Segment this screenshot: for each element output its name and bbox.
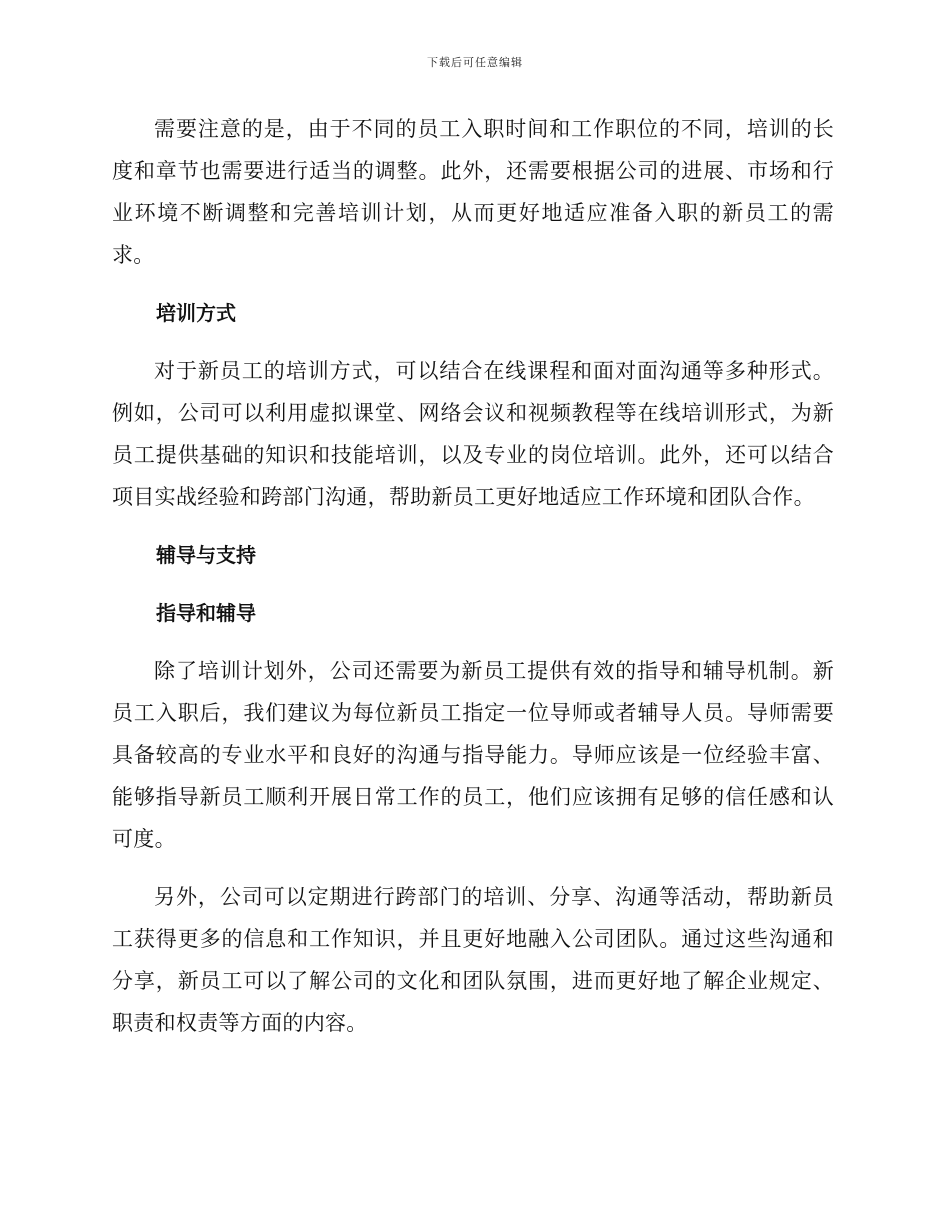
heading-training-methods: 培训方式 [156,301,236,325]
heading-coaching-support: 辅导与支持 [156,543,256,567]
page-header: 下载后可任意编辑 [427,56,523,69]
paragraph-cross-department: 另外，公司可以定期进行跨部门的培训、分享、沟通等活动，帮助新员工获得更多的信息和工作知识，并且更好地融入公司团队。通过这些沟通和分享，新员工可以了解公司的文化和团队氛围，进而更好地了解企业规定、职责和权责等方面的内容。 [112,885,834,1035]
paragraph-training-methods: 对于新员工的培训方式，可以结合在线课程和面对面沟通等多种形式。例如，公司可以利用虚拟课堂、网络会议和视频教程等在线培训形式，为新员工提供基础的知识和技能培训，以及专业的岗位培训。此外，还可以结合项目实战经验和跨部门沟通，帮助新员工更好地适应工作环境和团队合作。 [112,359,834,509]
heading-guidance-coaching: 指导和辅导 [156,601,256,625]
document-body [112,108,834,1060]
paragraph-training-adjustment: 需要注意的是，由于不同的员工入职时间和工作职位的不同，培训的长度和章节也需要进行适当的调整。此外，还需要根据公司的进展、市场和行业环境不断调整和完善培训计划，从而更好地适应准备入职的新员工的需求。 [112,117,834,267]
paragraph-mentor-mechanism: 除了培训计划外，公司还需要为新员工提供有效的指导和辅导机制。新员工入职后，我们建议为每位新员工指定一位导师或者辅导人员。导师需要具备较高的专业水平和良好的沟通与指导能力。导师应该是一位经验丰富、能够指导新员工顺利开展日常工作的员工，他们应该拥有足够的信任感和认可度。 [112,659,834,851]
